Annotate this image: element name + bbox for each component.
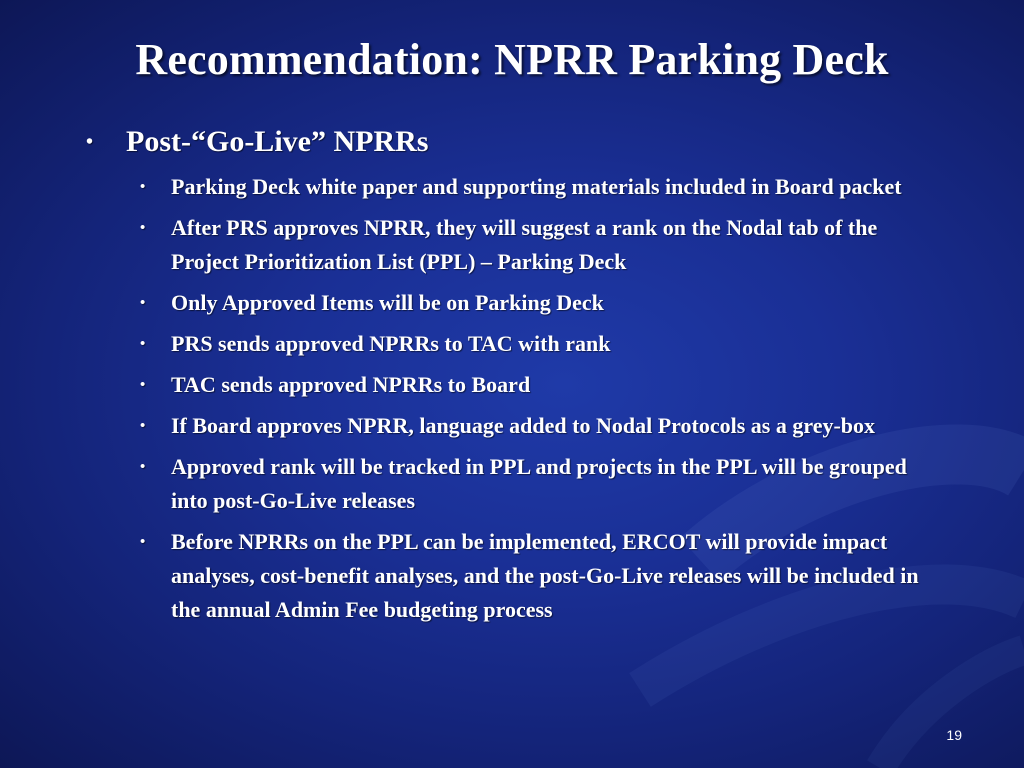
sub-bullet-text: Before NPRRs on the PPL can be implemented, ERCOT will provide impact analyses, cost-benefit analyses, and the post-Go-Live releases will be included in the annual Admin Fee budgeting process [171,529,919,622]
sub-bullet-list [134,170,934,627]
sub-bullet-text: Approved rank will be tracked in PPL and projects in the PPL will be grouped into post-Go-Live releases [171,454,907,513]
bullet-marker: • [140,179,146,195]
sub-bullet-text: After PRS approves NPRR, they will suggest a rank on the Nodal tab of the Project Prioritization List (PPL) – Parking Deck [171,215,878,274]
bullet-marker: • [140,418,146,434]
sub-bullet-item [134,170,934,204]
sub-bullet-item [134,525,934,627]
sub-bullet-text: Only Approved Items will be on Parking Deck [171,290,604,315]
bullet-marker: • [140,459,146,475]
sub-bullet-text: TAC sends approved NPRRs to Board [171,372,531,397]
sub-bullet-item [134,368,934,402]
sub-bullet-text: Parking Deck white paper and supporting materials included in Board packet [171,174,902,199]
sub-bullet-item [134,211,934,279]
sub-bullet-item [134,409,934,443]
sub-bullet-text: If Board approves NPRR, language added to Nodal Protocols as a grey-box [171,413,876,438]
page-number: 19 [946,727,962,743]
main-bullet-item [86,120,966,164]
bullet-marker: • [140,377,146,393]
sub-bullet-item [134,286,934,320]
sub-bullet-text: PRS sends approved NPRRs to TAC with rank [171,331,611,356]
sub-bullet-item [134,327,934,361]
bullet-marker: • [140,534,146,550]
bullet-marker: • [140,336,146,352]
bullet-marker: • [140,295,146,311]
main-bullet-text: Post-“Go-Live” NPRRs [126,125,429,158]
bullet-marker: • [86,131,94,153]
slide-content [86,120,966,634]
bullet-marker: • [140,220,146,236]
slide-title: Recommendation: NPRR Parking Deck [135,35,889,84]
sub-bullet-item [134,450,934,518]
